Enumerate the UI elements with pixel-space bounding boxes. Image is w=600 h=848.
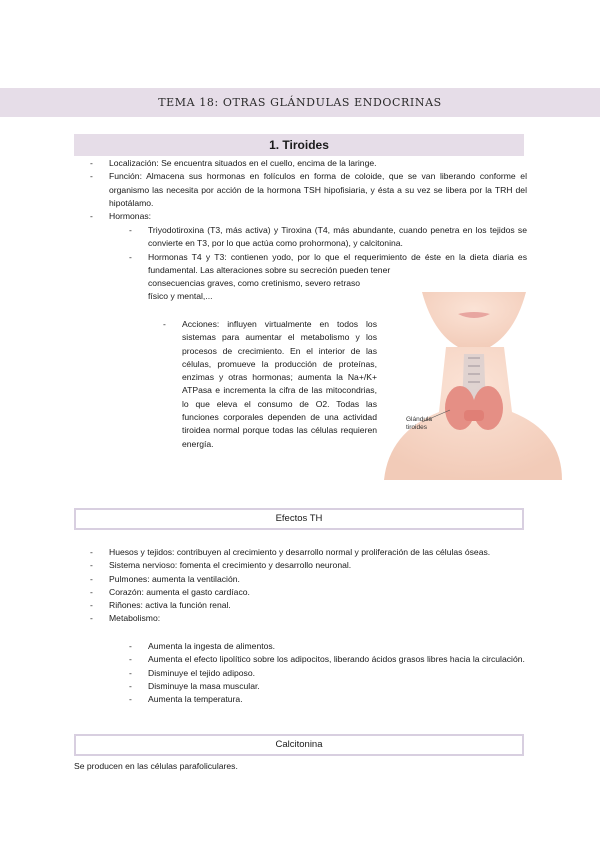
effects-item-metabolismo: - Metabolismo:	[90, 612, 527, 625]
hormone-item-iodine: - Hormonas T4 y T3: contienen yodo, por lo que el requerimiento de éste en la dieta diaria es fundamental. Las alteraciones sobre su secreción pueden tener	[129, 251, 527, 278]
topic-title: TEMA 18: OTRAS GLÁNDULAS ENDOCRINAS	[158, 96, 442, 109]
thyroid-illustration	[384, 292, 562, 480]
section-title-tiroides: 1. Tiroides	[74, 134, 524, 156]
hormone-list	[129, 224, 527, 277]
section-box-calcitonina: Calcitonina	[74, 734, 524, 756]
metabolism-item: - Aumenta el efecto lipolítico sobre los adipocitos, liberando ácidos grasos libres hacia la circulación.	[129, 653, 527, 666]
hormone-continuation: consecuencias graves, como cretinismo, severo retraso físico y mental,...	[148, 278, 361, 302]
metabolism-item: - Aumenta la temperatura.	[129, 693, 527, 706]
bullet-hormonas: - Hormonas:	[90, 210, 527, 223]
effects-item-rinones: - Riñones: activa la función renal.	[90, 599, 527, 612]
effects-item-nervioso: - Sistema nervioso: fomenta el crecimiento y desarrollo neuronal.	[90, 559, 527, 572]
section1-bullets	[90, 157, 527, 223]
bullet-funcion: - Función: Almacena sus hormonas en folículos en forma de coloide, que se van liberando conforme el organismo las necesita por acción de la hormona TSH hipofisiaria, y ésta a su vez se libera por la TRH del hipotálamo.	[90, 170, 527, 210]
bullet-localizacion: - Localización: Se encuentra situados en el cuello, encima de la laringe.	[90, 157, 527, 170]
section-box-efectos-th: Efectos TH	[74, 508, 524, 530]
figure-label-line2: tiroides	[406, 424, 427, 431]
metabolism-list	[129, 640, 527, 706]
neck-thyroid-image	[384, 292, 562, 480]
metabolism-item: - Aumenta la ingesta de alimentos.	[129, 640, 527, 653]
metabolism-item: - Disminuye la masa muscular.	[129, 680, 527, 693]
topic-banner	[0, 88, 600, 117]
hormone-item-t3-t4: - Triyodotiroxina (T3, más activa) y Tiroxina (T4, más abundante, cuando penetra en los tejidos se convierte en T3, por lo que actúa como prohormona), y calcitonina.	[129, 224, 527, 251]
effects-item-corazon: - Corazón: aumenta el gasto cardíaco.	[90, 586, 527, 599]
actions-item: - Acciones: influyen virtualmente en todos los sistemas para aumentar el metabolismo y los procesos de crecimiento. En el interior de las células, promueve la producción de proteínas, enzimas y otras hormonas; aumenta la Na+/K+ ATPasa e incrementa la cifra de las mitocondrias, lo que eleva el consumo de O2. Todas las funciones corporales dependen de una actividad tiroidea normal porque todas las células requieren energía.	[163, 318, 377, 451]
metabolism-item: - Disminuye el tejido adiposo.	[129, 667, 527, 680]
effects-item-pulmones: - Pulmones: aumenta la ventilación.	[90, 573, 527, 586]
figure-label-line1: Glándula	[406, 416, 433, 423]
calcitonin-text: Se producen en las células parafoliculares.	[74, 761, 238, 771]
actions-list	[163, 318, 377, 451]
effects-bullets	[90, 546, 527, 626]
effects-item-huesos: - Huesos y tejidos: contribuyen al crecimiento y desarrollo normal y proliferación de las células óseas.	[90, 546, 527, 559]
